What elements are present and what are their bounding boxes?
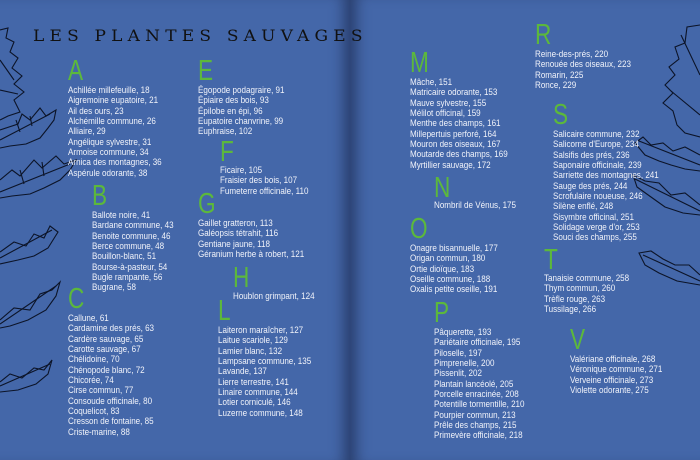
plant-entry: Saponaire officinale, 239	[553, 159, 642, 171]
section-letter: P	[434, 297, 450, 329]
page-title: LES PLANTES SAUVAGES	[33, 26, 368, 46]
plant-list	[535, 49, 647, 90]
plant-entry: Chicorée, 74	[68, 374, 114, 386]
section-letter: O	[410, 213, 428, 245]
plant-entry: Pissenlit, 202	[434, 367, 482, 379]
plant-entry: Moutarde des champs, 169	[410, 148, 508, 160]
plant-entry: Achillée millefeuille, 18	[68, 84, 150, 95]
plant-entry: Carotte sauvage, 67	[68, 343, 141, 355]
plant-entry: Cardère sauvage, 65	[68, 332, 144, 344]
plant-entry: Chélidoine, 70	[68, 353, 120, 365]
index-section-a	[68, 55, 177, 178]
plant-list	[553, 129, 676, 243]
plant-list	[544, 273, 643, 314]
section-letter: A	[68, 55, 84, 87]
plant-entry: Reine-des-prés, 220	[535, 48, 609, 59]
plant-entry: Menthe des champs, 161	[410, 117, 501, 129]
plant-entry: Ronce, 229	[535, 79, 577, 91]
plant-entry: Oxalis petite oseille, 191	[410, 283, 498, 295]
plant-entry: Gaillet gratteron, 113	[198, 217, 273, 228]
section-letter: G	[198, 188, 216, 220]
plant-entry: Criste-marine, 88	[68, 425, 130, 437]
index-section-s	[553, 99, 676, 243]
plant-entry: Égopode podagraire, 91	[198, 84, 285, 95]
section-letter: V	[570, 324, 586, 356]
plant-entry: Callune, 61	[68, 312, 109, 323]
plant-entry: Bouillon-blanc, 51	[92, 250, 157, 262]
plant-entry: Tussilage, 266	[544, 303, 597, 315]
section-letter: F	[220, 136, 234, 168]
plant-entry: Primevère officinale, 218	[434, 429, 523, 441]
plant-entry: Alliaire, 29	[68, 125, 106, 137]
plant-entry: Trèfle rouge, 263	[544, 292, 606, 304]
plant-list	[434, 327, 539, 441]
index-section-t	[544, 244, 643, 315]
plant-entry: Solidage verge d'or, 253	[553, 221, 640, 233]
plant-entry: Porcelle enracinée, 208	[434, 388, 519, 400]
plant-entry: Pourpier commun, 213	[434, 408, 516, 420]
plant-entry: Arnica des montagnes, 36	[68, 156, 162, 168]
section-letter: C	[68, 283, 85, 315]
index-section-c	[68, 283, 168, 437]
plant-entry: Mauve sylvestre, 155	[410, 96, 487, 108]
section-letter: N	[434, 172, 451, 204]
plant-entry: Salsifis des prés, 236	[553, 148, 630, 160]
plant-entry: Chénopode blanc, 72	[68, 363, 145, 375]
plant-entry: Aigremoine eupatoire, 21	[68, 94, 159, 106]
plant-entry: Nombril de Vénus, 175	[434, 199, 517, 210]
plant-list	[68, 85, 177, 178]
section-letter: R	[535, 19, 552, 51]
plant-list	[198, 85, 299, 137]
section-letter: E	[198, 55, 214, 87]
plant-entry: Consoude officinale, 80	[68, 394, 153, 406]
plant-entry: Origan commun, 180	[410, 252, 486, 264]
plant-entry: Oseille commune, 188	[410, 273, 491, 285]
plant-entry: Verveine officinale, 273	[570, 373, 654, 385]
plant-entry: Ail des ours, 23	[68, 104, 124, 116]
index-section-p	[434, 297, 539, 441]
plant-entry: Linaire commune, 144	[218, 386, 298, 398]
plant-entry: Fumeterre officinale, 110	[220, 184, 309, 196]
plant-entry: Euphraise, 102	[198, 125, 253, 137]
plant-list	[218, 325, 326, 418]
plant-entry: Lamier blanc, 132	[218, 344, 283, 356]
index-section-v	[570, 324, 677, 396]
plant-entry: Pimprenelle, 200	[434, 357, 495, 369]
plant-entry: Lotier corniculé, 146	[218, 396, 291, 408]
plant-entry: Mâche, 151	[410, 76, 453, 87]
plant-entry: Bugrane, 58	[92, 281, 136, 293]
plant-entry: Thym commun, 260	[544, 282, 616, 294]
index-section-o	[410, 213, 512, 295]
plant-entry: Houblon grimpant, 124	[233, 290, 315, 301]
plant-entry: Valériane officinale, 268	[570, 353, 656, 364]
plant-entry: Ortie dioïque, 183	[410, 262, 475, 274]
index-section-e	[198, 55, 299, 137]
plant-entry: Laitue scariole, 129	[218, 334, 288, 346]
plant-entry: Souci des champs, 255	[553, 231, 637, 243]
plant-entry: Alchémille commune, 26	[68, 115, 156, 127]
plant-entry: Benoite commune, 46	[92, 229, 171, 241]
section-letter: T	[544, 244, 558, 276]
plant-entry: Lampsane commune, 135	[218, 355, 312, 367]
plant-entry: Cirse commun, 77	[68, 384, 134, 396]
plant-entry: Salicorne d'Europe, 234	[553, 138, 639, 150]
plant-entry: Piloselle, 197	[434, 346, 482, 358]
plant-entry: Bardane commune, 43	[92, 219, 174, 231]
plant-entry: Galéopsis tétrahit, 116	[198, 227, 279, 239]
plant-list	[410, 243, 512, 295]
plant-entry: Véronique commune, 271	[570, 363, 663, 375]
plant-entry: Lavande, 137	[218, 365, 267, 377]
index-section-r	[535, 19, 647, 91]
plant-entry: Coquelicot, 83	[68, 405, 120, 417]
plant-entry: Plantain lancéolé, 205	[434, 377, 514, 389]
plant-entry: Salicaire commune, 232	[553, 128, 640, 139]
plant-entry: Matricaire odorante, 153	[410, 86, 498, 98]
plant-entry: Violette odorante, 275	[570, 384, 649, 396]
plant-entry: Mélilot officinal, 159	[410, 107, 481, 119]
plant-entry: Scrofulaire noueuse, 246	[553, 190, 643, 202]
plant-entry: Tanaisie commune, 258	[544, 272, 630, 283]
plant-list	[68, 313, 168, 437]
plant-list	[434, 200, 529, 210]
plant-entry: Géranium herbe à robert, 121	[198, 248, 305, 260]
index-section-b	[92, 180, 187, 293]
plant-entry: Onagre bisannuelle, 177	[410, 242, 498, 253]
index-section-n	[434, 172, 529, 210]
plant-entry: Gentiane jaune, 118	[198, 237, 271, 249]
section-letter: H	[233, 262, 250, 294]
plant-entry: Pâquerette, 193	[434, 326, 492, 337]
plant-entry: Silène enflé, 248	[553, 200, 614, 212]
plant-entry: Aspérule odorante, 38	[68, 166, 148, 178]
index-section-f	[220, 136, 323, 196]
plant-entry: Armoise commune, 34	[68, 146, 149, 158]
plant-entry: Millepertuis perforé, 164	[410, 127, 497, 139]
plant-entry: Sisymbre officinal, 251	[553, 210, 634, 222]
plant-entry: Mouron des oiseaux, 167	[410, 138, 501, 150]
plant-entry: Ficaire, 105	[220, 164, 263, 175]
plant-entry: Laiteron maraîcher, 127	[218, 324, 304, 335]
section-letter: S	[553, 99, 569, 131]
index-section-h	[233, 262, 328, 301]
plant-entry: Cresson de fontaine, 85	[68, 415, 154, 427]
plant-list	[92, 210, 187, 293]
section-letter: B	[92, 180, 108, 212]
plant-entry: Fraisier des bois, 107	[220, 174, 298, 186]
plant-entry: Bourse-à-pasteur, 54	[92, 260, 168, 272]
plant-entry: Lierre terrestre, 141	[218, 375, 289, 387]
section-letter: L	[218, 295, 231, 327]
plant-entry: Eupatoire chanvrine, 99	[198, 115, 284, 127]
plant-entry: Pariétaire officinale, 195	[434, 336, 521, 348]
section-letter: M	[410, 47, 429, 79]
index-section-m	[410, 47, 524, 170]
plant-entry: Épilobe en épi, 96	[198, 104, 263, 116]
plant-entry: Berce commune, 48	[92, 240, 165, 252]
plant-entry: Sarriette des montagnes, 241	[553, 169, 659, 181]
plant-entry: Romarin, 225	[535, 68, 584, 80]
plant-entry: Ballote noire, 41	[92, 209, 151, 220]
plant-entry: Cardamine des prés, 63	[68, 322, 155, 334]
plant-entry: Renouée des oiseaux, 223	[535, 58, 631, 70]
plant-list	[198, 218, 322, 259]
plant-list	[570, 354, 677, 395]
plant-list	[410, 77, 524, 170]
plant-entry: Bugle rampante, 56	[92, 271, 163, 283]
plant-entry: Myrtillier sauvage, 172	[410, 158, 491, 170]
plant-entry: Angélique sylvestre, 31	[68, 135, 152, 147]
plant-entry: Prêle des champs, 215	[434, 419, 517, 431]
plant-entry: Épiaire des bois, 93	[198, 94, 269, 106]
plant-entry: Potentille tormentille, 210	[434, 398, 525, 410]
plant-entry: Luzerne commune, 148	[218, 406, 303, 418]
plant-entry: Sauge des prés, 244	[553, 179, 628, 191]
